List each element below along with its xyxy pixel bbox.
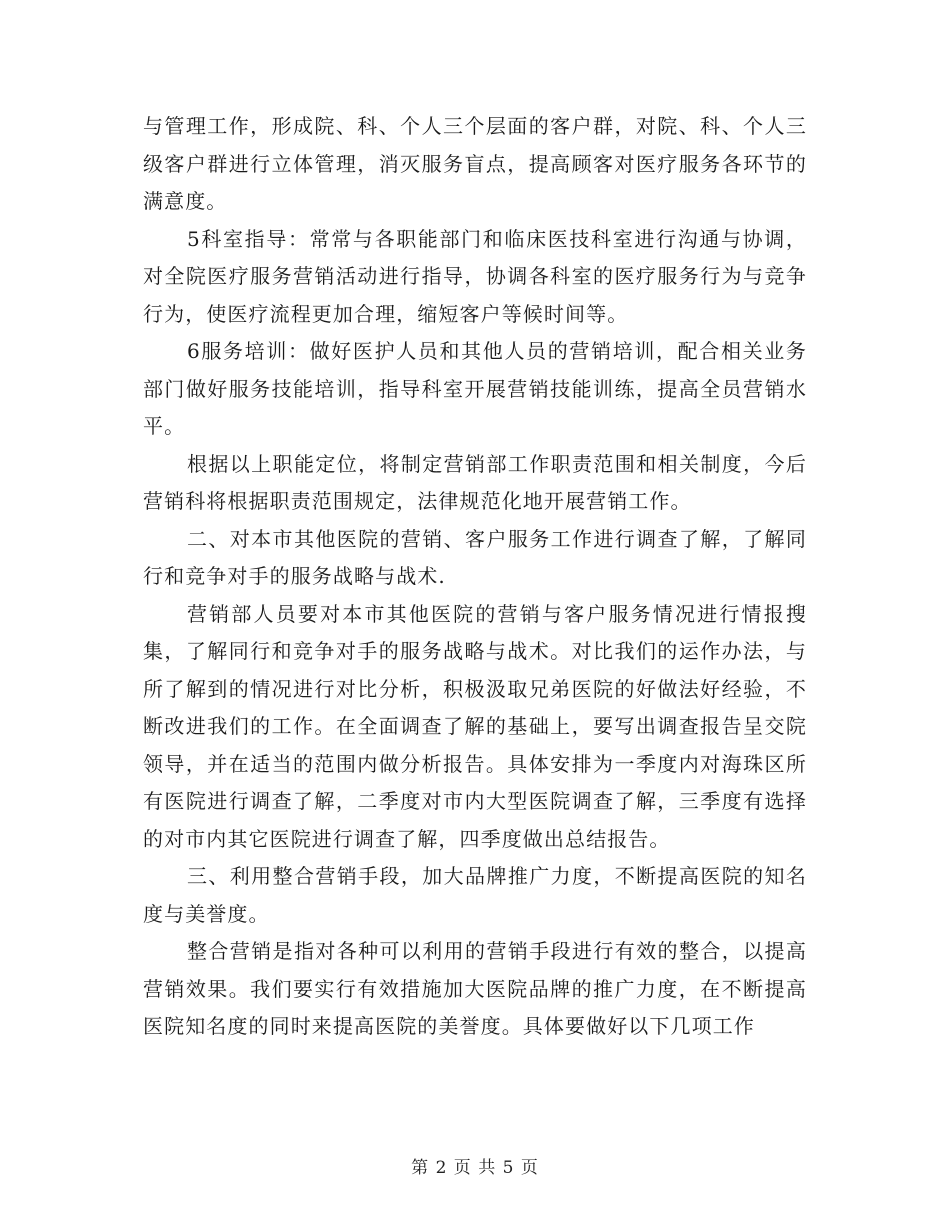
page-number-footer: 第 2 页 共 5 页 xyxy=(411,1158,539,1178)
paragraph: 6服务培训：做好医护人员和其他人员的营销培训，配合相关业务部门做好服务技能培训，指导科室开展营销技能训练，提高全员营销水平。 xyxy=(143,339,807,438)
document-body xyxy=(143,108,807,1046)
paragraph: 营销部人员要对本市其他医院的营销与客户服务情况进行情报搜集，了解同行和竞争对手的服务战略与战术。对比我们的运作办法，与所了解到的情况进行对比分析，积极汲取兄弟医院的好做法好经验，不断改进我们的工作。在全面调查了解的基础上，要写出调查报告呈交院领导，并在适当的范围内做分析报告。具体安排为一季度内对海珠区所有医院进行调查了解，二季度对市内大型医院调查了解，三季度有选择的对市内其它医院进行调查了解，四季度做出总结报告。 xyxy=(143,601,807,851)
paragraph: 根据以上职能定位，将制定营销部工作职责范围和相关制度，今后营销科将根据职责范围规定，法律规范化地开展营销工作。 xyxy=(143,451,807,513)
paragraph: 整合营销是指对各种可以利用的营销手段进行有效的整合，以提高营销效果。我们要实行有效措施加大医院品牌的推广力度，在不断提高医院知名度的同时来提高医院的美誉度。具体要做好以下几项工作 xyxy=(143,939,807,1038)
paragraph: 5科室指导：常常与各职能部门和临床医技科室进行沟通与协调，对全院医疗服务营销活动进行指导，协调各科室的医疗服务行为与竞争行为，使医疗流程更加合理，缩短客户等候时间等。 xyxy=(143,226,807,326)
section-heading: 二、对本市其他医院的营销、客户服务工作进行调查了解，了解同行和竞争对手的服务战略与战术. xyxy=(143,526,807,588)
section-heading: 三、利用整合营销手段，加大品牌推广力度，不断提高医院的知名度与美誉度。 xyxy=(143,864,807,926)
paragraph: 与管理工作，形成院、科、个人三个层面的客户群，对院、科、个人三级客户群进行立体管理，消灭服务盲点，提高顾客对医疗服务各环节的满意度。 xyxy=(143,114,807,213)
